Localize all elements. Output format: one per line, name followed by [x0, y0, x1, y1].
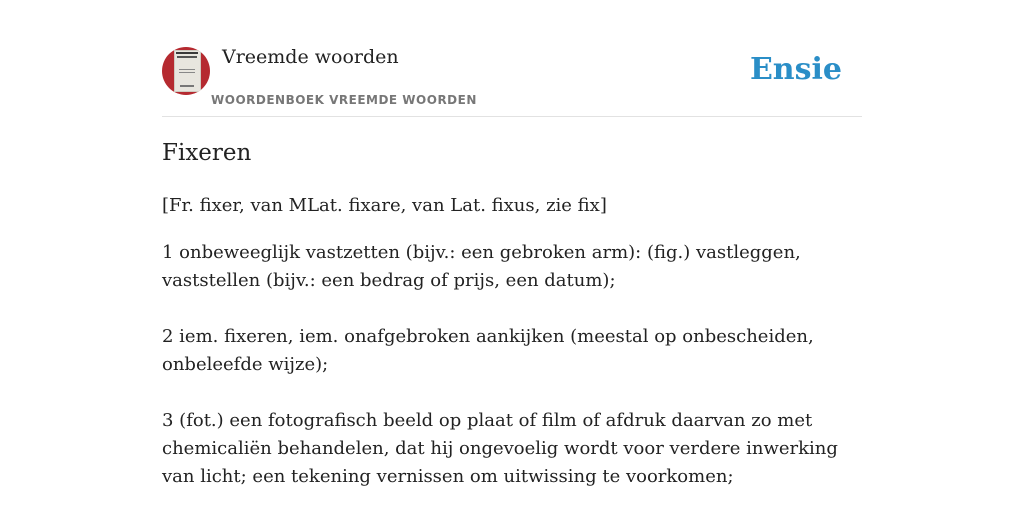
book-cover-icon — [174, 50, 201, 92]
etymology: [Fr. fixer, van MLat. fixare, van Lat. fixus, zie fix] — [162, 195, 607, 216]
page — [162, 0, 862, 512]
site-subtitle: WOORDENBOEK VREEMDE WOORDEN — [211, 93, 477, 107]
book-title-line — [177, 56, 197, 58]
definition: 1 onbeweeglijk vastzetten (bijv.: een gebroken arm): (fig.) vastleggen, vaststellen (bijv.: een bedrag of prijs, een datum); — [162, 242, 801, 291]
header — [162, 0, 862, 117]
entry-content — [162, 192, 862, 519]
definition: 3 (fot.) een fotografisch beeld op plaat of film of afdruk daarvan zo met chemicaliën behandelen, dat hij ongevoelig wordt voor verdere inwerking van licht; een tekening vernissen om uitwissing te voorkomen; — [162, 410, 838, 487]
brand-logo[interactable]: Ensie — [749, 52, 842, 87]
definition: 2 iem. fixeren, iem. onafgebroken aankijken (meestal op onbescheiden, onbeleefde wijze); — [162, 326, 814, 375]
book-publisher-line — [180, 85, 194, 87]
page-title: Fixeren — [162, 140, 252, 166]
book-text-line — [179, 69, 195, 70]
avatar[interactable] — [162, 47, 210, 95]
book-text-line — [179, 72, 195, 73]
site-title[interactable]: Vreemde woorden — [222, 46, 399, 68]
book-title-line — [176, 52, 198, 54]
